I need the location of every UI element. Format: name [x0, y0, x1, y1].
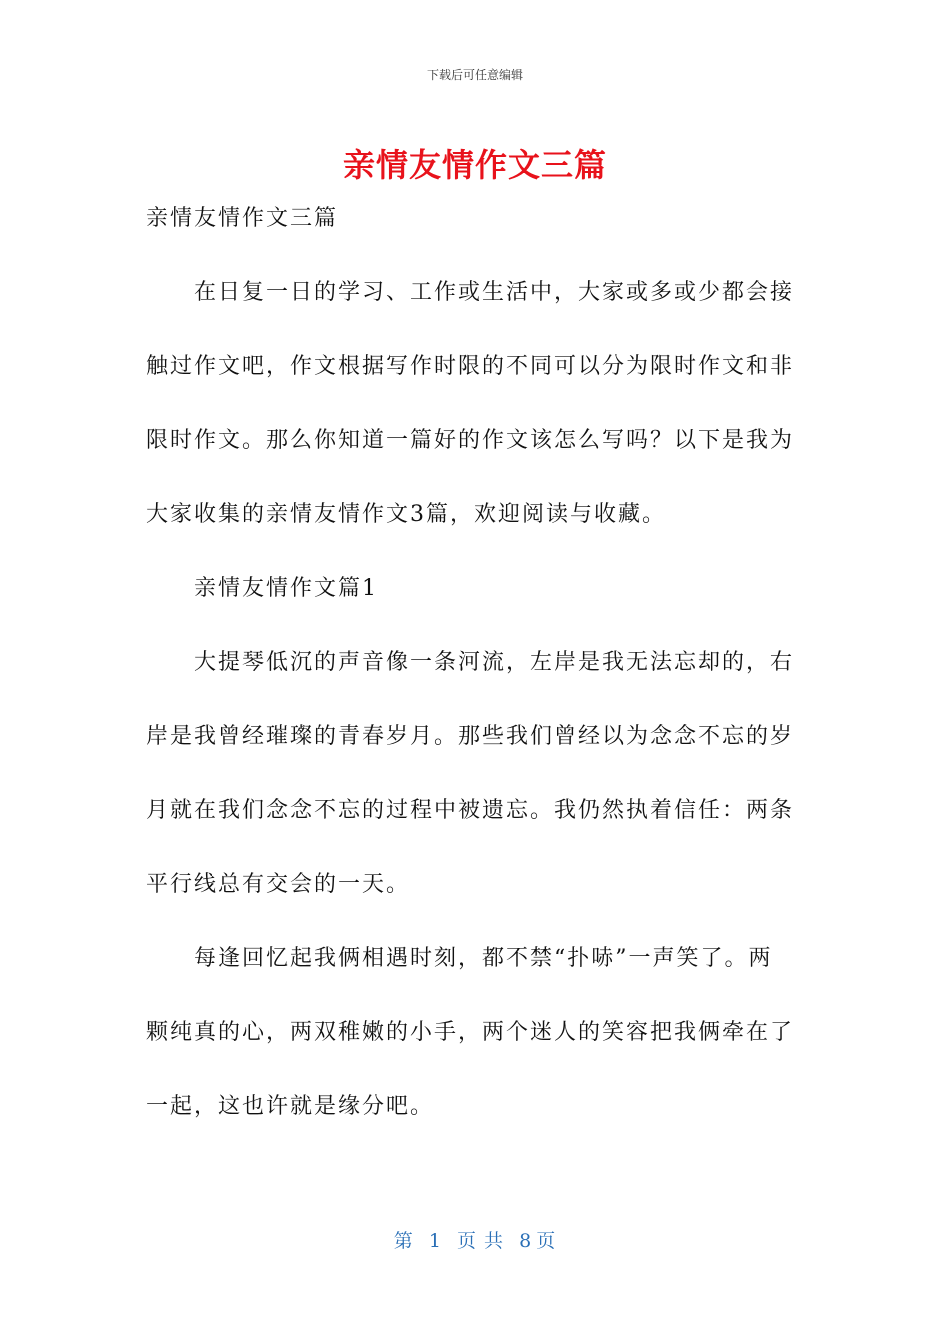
body-line: 在日复一日的学习、工作或生活中，大家或多或少都会接 — [194, 280, 795, 305]
body-line: 触过作文吧，作文根据写作时限的不同可以分为限时作文和非 — [146, 354, 795, 379]
body-line: 每逢回忆起我俩相遇时刻，都不禁“扑哧”一声笑了。两 — [194, 946, 773, 971]
section-heading: 亲情友情作文篇1 — [194, 576, 378, 601]
footer-current-page: 1 — [428, 1230, 442, 1252]
body-line: 限时作文。那么你知道一篇好的作文该怎么写吗？以下是我为 — [146, 428, 795, 453]
document-title: 亲情友情作文三篇 — [342, 146, 607, 184]
body-line: 亲情友情作文三篇 — [146, 206, 339, 231]
body-line: 大家收集的亲情友情作文3篇，欢迎阅读与收藏。 — [146, 502, 666, 527]
body-line: 岸是我曾经璀璨的青春岁月。那些我们曾经以为念念不忘的岁 — [146, 724, 795, 749]
document-body — [146, 182, 795, 1144]
footer-middle: 页 共 — [457, 1230, 505, 1252]
footer-suffix: 页 — [536, 1230, 557, 1252]
body-line: 月就在我们念念不忘的过程中被遗忘。我仍然执着信任：两条 — [146, 798, 795, 823]
body-line: 颗纯真的心，两双稚嫩的小手，两个迷人的笑容把我俩牵在了 — [146, 1020, 795, 1045]
body-line: 一起，这也许就是缘分吧。 — [146, 1094, 435, 1119]
page-footer — [0, 1226, 950, 1253]
footer-prefix: 第 — [393, 1230, 414, 1252]
header-note: 下载后可任意编辑 — [426, 68, 523, 82]
body-line: 大提琴低沉的声音像一条河流，左岸是我无法忘却的，右 — [194, 650, 795, 675]
body-line: 平行线总有交会的一天。 — [146, 872, 411, 897]
footer-total-pages: 8 — [519, 1230, 533, 1252]
